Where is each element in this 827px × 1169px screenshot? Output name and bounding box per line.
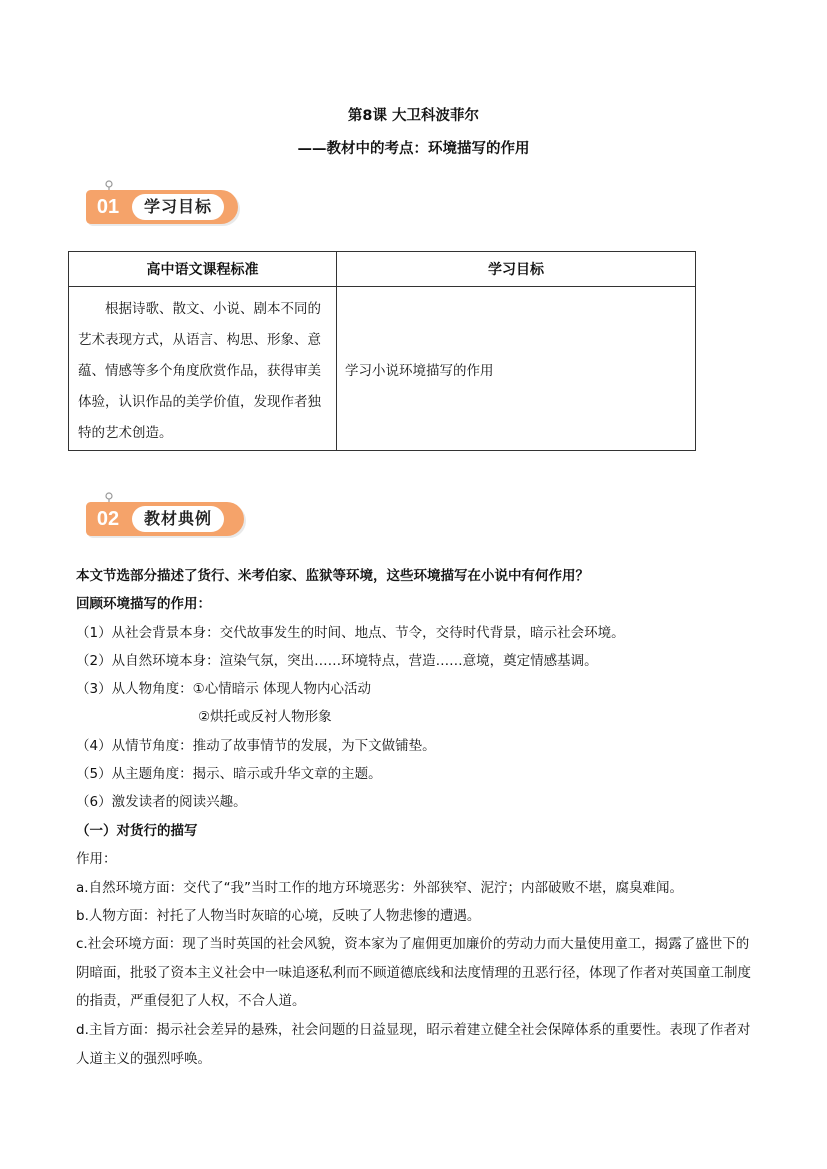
list-item: ②烘托或反衬人物形象: [198, 709, 332, 725]
list-item: （1）从社会背景本身：交代故事发生的时间、地点、节令，交待时代背景，暗示社会环境。: [76, 625, 625, 641]
section-badge-examples: [86, 492, 251, 536]
standard-cell: [69, 287, 337, 451]
list-item: （3）从人物角度：①心情暗示 体现人物内心活动: [76, 681, 371, 697]
effect-label: 作用：: [76, 851, 117, 867]
goal-text: 学习小说环境描写的作用: [345, 362, 494, 379]
list-item: （2）从自然环境本身：渲染气氛，突出……环境特点，营造……意境，奠定情感基调。: [76, 653, 598, 669]
standard-text: 根据诗歌、散文、小说、剧本不同的艺术表现方式，从语言、构思、形象、意蕴、情感等多个角度欣赏作品，获得审美体验，认识作品的美学价值，发现作者独特的艺术创造。: [78, 301, 321, 441]
list-item: （6）激发读者的阅读兴趣。: [76, 794, 247, 810]
table-header-standard: 高中语文课程标准: [69, 252, 337, 287]
section-number: 01: [96, 196, 120, 218]
lesson-title: 第8课 大卫科波菲尔: [347, 108, 480, 124]
section-number: 02: [96, 508, 120, 530]
effect-a: a.自然环境方面：交代了“我”当时工作的地方环境恶劣：外部狭窄、泥泞；内部破败不堪，腐臭难闻。: [76, 880, 684, 896]
question-text: 本文节选部分描述了货行、米考伯家、监狱等环境，这些环境描写在小说中有何作用？: [76, 568, 589, 584]
section-label: 学习目标: [132, 194, 224, 220]
section-badge-goals: [86, 180, 246, 224]
list-item: （4）从情节角度：推动了故事情节的发展，为下文做铺垫。: [76, 738, 436, 754]
review-heading: 回顾环境描写的作用：: [76, 596, 211, 612]
goal-cell: [337, 287, 696, 451]
lesson-subtitle: ——教材中的考点：环境描写的作用: [297, 141, 530, 157]
sub-heading: （一）对货行的描写: [76, 823, 198, 839]
effect-c: c.社会环境方面：现了当时英国的社会风貌，资本家为了雇佣更加廉价的劳动力而大量使用童工，揭露了盛世下的阴暗面，批驳了资本主义社会中一味追逐私利而不顾道德底线和法度情理的丑恶行径，体现了作者对英国童工制度的指责，严重侵犯了人权，不合人道。: [76, 936, 751, 1009]
list-item: （5）从主题角度：揭示、暗示或升华文章的主题。: [76, 766, 382, 782]
goal-table: [68, 251, 696, 451]
effect-b: b.人物方面：衬托了人物当时灰暗的心境，反映了人物悲惨的遭遇。: [76, 908, 481, 924]
table-header-goal: 学习目标: [337, 252, 696, 287]
section-label: 教材典例: [132, 506, 224, 532]
effect-d: d.主旨方面：揭示社会差异的悬殊，社会问题的日益显现，昭示着建立健全社会保障体系的重要性。表现了作者对人道主义的强烈呼唤。: [76, 1022, 751, 1067]
